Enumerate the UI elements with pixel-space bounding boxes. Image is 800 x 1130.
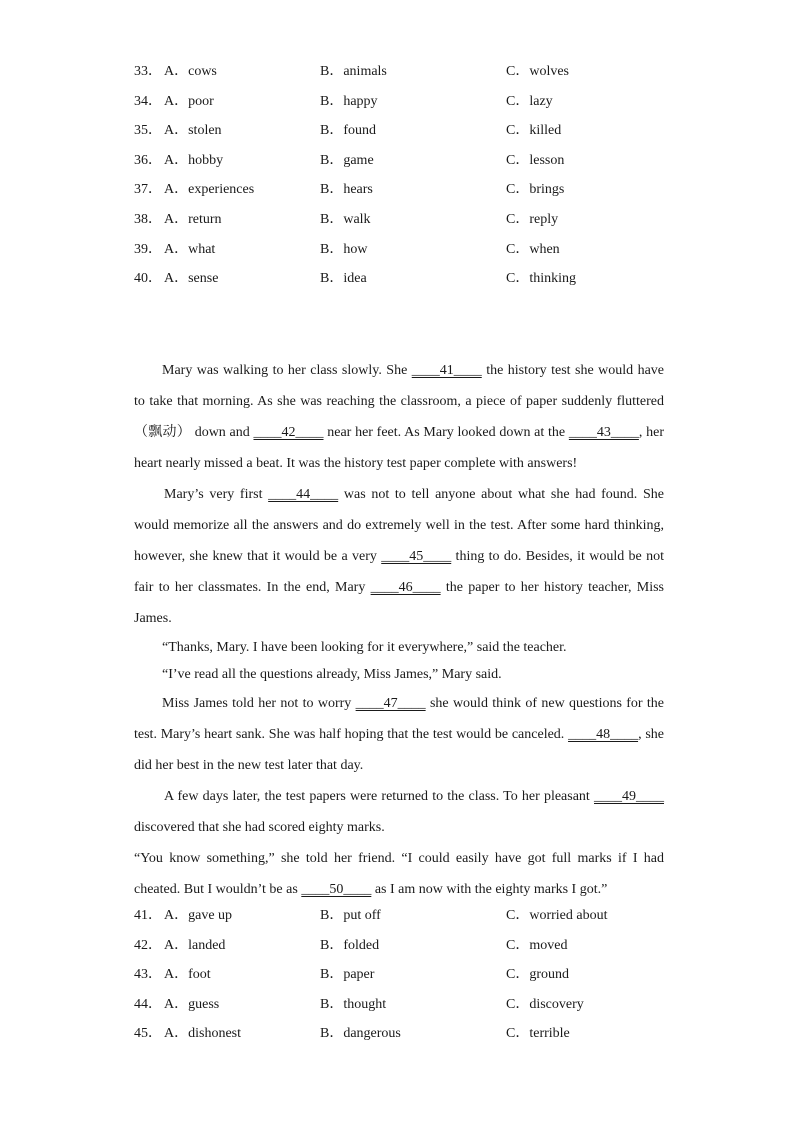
option-c: C．terrible [506, 1026, 570, 1042]
question-number: 43． [134, 967, 162, 983]
passage-text: discovered that she had scored eighty marks. [134, 820, 385, 835]
option-c: C．wolves [506, 64, 569, 79]
paragraph-5 [134, 688, 664, 781]
option-a: A．sense [164, 271, 219, 287]
passage-text: Mary was walking to her class slowly. She [162, 363, 412, 378]
paragraph-6 [134, 781, 664, 843]
reading-passage [134, 355, 664, 905]
question-45 [134, 1024, 734, 1054]
option-a: A．what [164, 241, 216, 257]
question-number: 34． [134, 93, 162, 109]
passage-text: , her heart nearly missed a beat. It was the history test paper complete with answers! [134, 425, 664, 471]
question-35 [134, 121, 734, 151]
paragraph-1 [134, 355, 664, 479]
passage-text: the paper to her history teacher, Miss James. [134, 580, 664, 626]
question-number: 39． [134, 241, 162, 257]
option-a: A．cows [164, 64, 217, 79]
options-41-45 [134, 906, 734, 1054]
options-33-40 [134, 62, 734, 299]
option-c: C．moved [506, 937, 568, 953]
question-number: 42． [134, 937, 162, 953]
question-42 [134, 936, 734, 966]
option-a: A．dishonest [164, 1026, 241, 1042]
question-43 [134, 965, 734, 995]
question-number: 35． [134, 123, 162, 139]
question-36 [134, 151, 734, 181]
option-b: B．folded [320, 937, 380, 953]
question-number: 40． [134, 271, 162, 287]
question-38 [134, 210, 734, 240]
blank-47: ____47____ [355, 696, 426, 711]
option-c: C．thinking [506, 271, 577, 287]
option-c: C．brings [506, 182, 565, 198]
question-number: 38． [134, 211, 162, 227]
question-40 [134, 269, 734, 299]
passage-text: , she did her best in the new test later that day. [134, 727, 664, 773]
question-number: 36． [134, 152, 162, 168]
option-a: A．foot [164, 967, 211, 983]
option-c: C．killed [506, 123, 562, 139]
blank-48: ____48____ [568, 727, 639, 742]
option-b: B．walk [320, 211, 371, 227]
option-a: A．landed [164, 937, 226, 953]
option-a: A．experiences [164, 182, 255, 198]
passage-text: Miss James told her not to worry [162, 696, 356, 711]
passage-text: she would think of new questions for the test. Mary’s heart sank. She was half hoping that the test would be canceled. [134, 696, 664, 742]
paragraph-3: “Thanks, Mary. I have been looking for it everywhere,” said the teacher. [162, 640, 567, 655]
option-a: A．guess [164, 996, 220, 1012]
option-a: A．hobby [164, 152, 224, 168]
question-33 [134, 62, 734, 92]
passage-text: the history test she would have to take that morning. As she was reaching the classroom, a piece of paper suddenly fluttered（飘动） down and [134, 363, 664, 440]
option-a: A．return [164, 211, 222, 227]
option-b: B．put off [320, 908, 381, 923]
option-b: B．idea [320, 271, 367, 287]
question-number: 41． [134, 908, 162, 923]
option-c: C．worried about [506, 908, 608, 923]
option-b: B．how [320, 241, 368, 257]
paragraph-2 [134, 479, 664, 634]
option-a: A．gave up [164, 908, 233, 923]
passage-text: was not to tell anyone about what she had found. She would memorize all the answers and do extremely well in the test. After some hard thinking, however, she knew that it would be a very [134, 487, 665, 564]
blank-44: ____44____ [268, 487, 339, 502]
option-a: A．poor [164, 93, 214, 109]
question-41 [134, 906, 734, 936]
option-b: B．thought [320, 996, 387, 1012]
question-34 [134, 92, 734, 122]
option-a: A．stolen [164, 123, 222, 139]
blank-41: ____41____ [411, 363, 482, 378]
blank-50: ____50____ [301, 882, 372, 897]
blank-49: ____49____ [594, 789, 664, 804]
question-39 [134, 240, 734, 270]
blank-45: ____45____ [381, 549, 452, 564]
paragraph-7 [134, 843, 664, 905]
question-37 [134, 180, 734, 210]
passage-text: “You know something,” she told her friend. “I could easily have got full marks if I had cheated. But I wouldn’t be as [134, 851, 664, 897]
passage-text: thing to do. Besides, it would be not fair to her classmates. In the end, Mary [134, 549, 664, 595]
question-number: 45． [134, 1026, 162, 1042]
option-b: B．happy [320, 93, 378, 109]
option-c: C．lesson [506, 152, 565, 168]
blank-42: ____42____ [253, 425, 324, 440]
question-44 [134, 995, 734, 1025]
paragraph-4: “I’ve read all the questions already, Miss James,” Mary said. [162, 667, 502, 682]
option-b: B．animals [320, 64, 387, 79]
option-b: B．found [320, 123, 376, 139]
option-c: C．ground [506, 967, 569, 983]
question-number: 37． [134, 182, 162, 198]
passage-text: as I am now with the eighty marks I got.” [371, 882, 608, 897]
question-number: 33． [134, 64, 162, 79]
blank-43: ____43____ [568, 425, 639, 440]
option-c: C．when [506, 241, 560, 257]
option-b: B．paper [320, 967, 375, 983]
option-b: B．hears [320, 182, 373, 198]
option-c: C．discovery [506, 996, 584, 1012]
passage-text: Mary’s very first [164, 487, 269, 502]
option-b: B．game [320, 152, 374, 168]
blank-46: ____46____ [370, 580, 441, 595]
question-number: 44． [134, 996, 162, 1012]
option-b: B．dangerous [320, 1026, 401, 1042]
passage-text: A few days later, the test papers were returned to the class. To her pleasant [164, 789, 594, 804]
option-c: C．reply [506, 211, 559, 227]
option-c: C．lazy [506, 93, 553, 109]
passage-text: near her feet. As Mary looked down at the [323, 425, 569, 440]
